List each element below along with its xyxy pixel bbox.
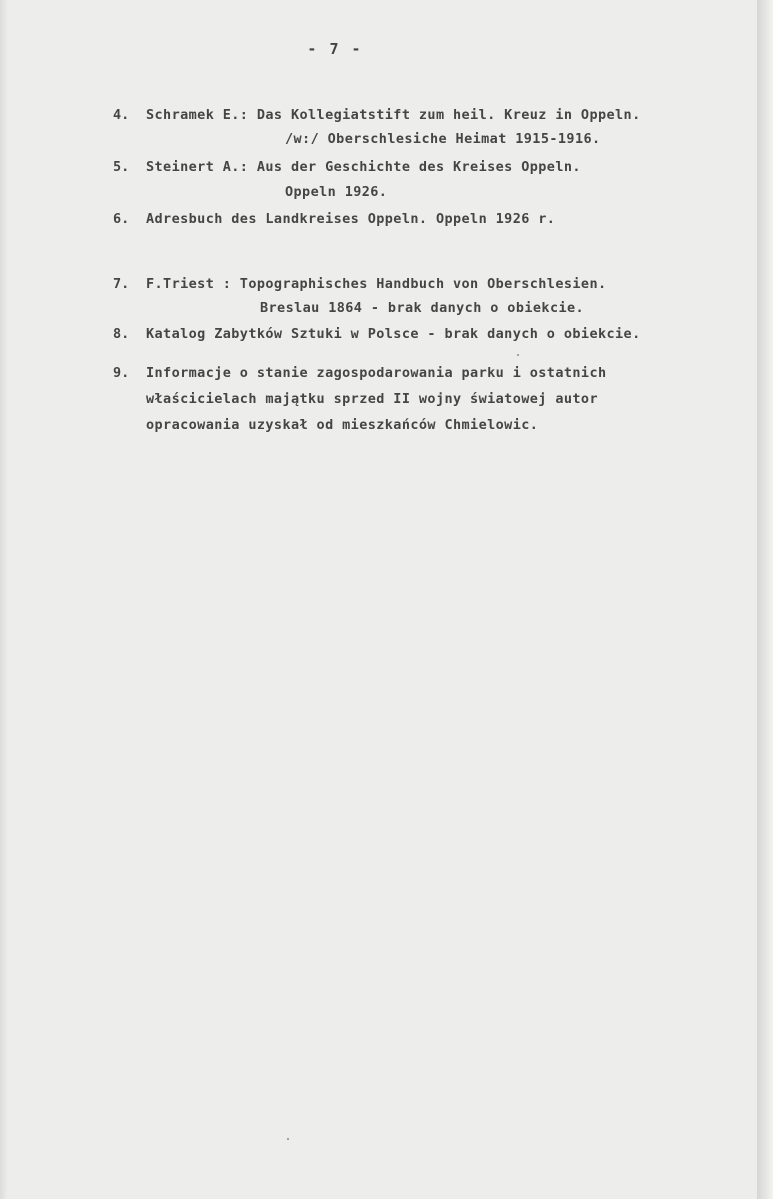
- entry-9-line-2: właścicielach majątku sprzed II wojny światowej autor: [146, 391, 598, 407]
- entry-9-line-3: opracowania uzyskał od mieszkańców Chmielowic.: [146, 417, 539, 433]
- entry-4-number: 4.: [113, 107, 130, 123]
- entry-6-line-1: Adresbuch des Landkreises Oppeln. Oppeln 1926 r.: [146, 211, 556, 227]
- entry-5-number: 5.: [113, 159, 130, 175]
- page-right-edge: [757, 0, 773, 1199]
- entry-7-number: 7.: [113, 276, 130, 292]
- entry-9-number: 9.: [113, 365, 130, 381]
- entry-8-number: 8.: [113, 326, 130, 342]
- entry-5-line-2: Oppeln 1926.: [285, 184, 388, 200]
- entry-4-line-1: Schramek E.: Das Kollegiatstift zum heil. Kreuz in Oppeln.: [146, 107, 641, 123]
- paper-speck: [517, 354, 519, 356]
- entry-7-line-1: F.Triest : Topographisches Handbuch von Oberschlesien.: [146, 276, 607, 292]
- paper-speck: [287, 1138, 289, 1140]
- page-number: - 7 -: [307, 40, 363, 58]
- entry-8-line-1: Katalog Zabytków Sztuki w Polsce - brak danych o obiekcie.: [146, 326, 641, 342]
- page-left-edge: [0, 0, 8, 1199]
- entry-9-line-1: Informacje o stanie zagospodarowania parku i ostatnich: [146, 365, 607, 381]
- entry-6-number: 6.: [113, 211, 130, 227]
- entry-5-line-1: Steinert A.: Aus der Geschichte des Kreises Oppeln.: [146, 159, 581, 175]
- entry-7-line-2: Breslau 1864 - brak danych o obiekcie.: [260, 300, 585, 316]
- entry-4-line-2: /w:/ Oberschlesiche Heimat 1915-1916.: [285, 131, 601, 147]
